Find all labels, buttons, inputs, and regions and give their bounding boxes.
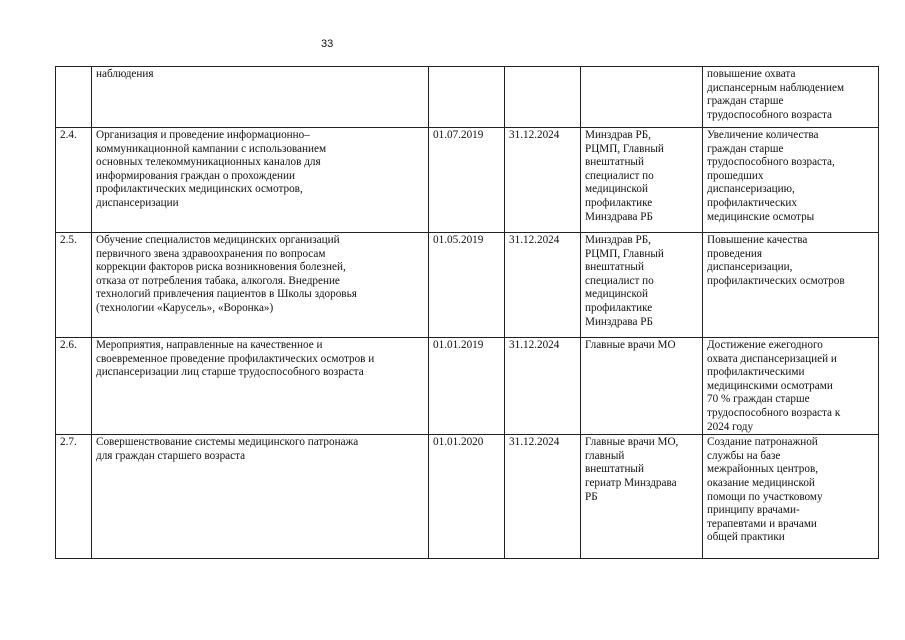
table-row xyxy=(56,233,879,338)
activity-cell: Совершенствование системы медицинского патронажа для граждан старшего возраста xyxy=(92,435,429,559)
table-row xyxy=(56,338,879,435)
responsible-cell xyxy=(581,67,703,128)
activity-cell: наблюдения xyxy=(92,67,429,128)
result-cell: Достижение ежегодного охвата диспансеризацией и профилактическими медицинскими осмотрами 70 % граждан старше трудоспособного возраста к 2024 году xyxy=(703,338,879,435)
start-date-cell: 01.07.2019 xyxy=(429,128,505,233)
end-date-cell: 31.12.2024 xyxy=(505,338,581,435)
responsible-cell: Главные врачи МО xyxy=(581,338,703,435)
row-number: 2.7. xyxy=(56,435,92,559)
activity-cell: Организация и проведение информационно– коммуникационной кампании с использованием основных телекоммуникационных каналов для информирования граждан о прохождении профилактических медицинских осмотров, диспансеризации xyxy=(92,128,429,233)
table-row xyxy=(56,435,879,559)
row-number xyxy=(56,67,92,128)
start-date-cell: 01.01.2020 xyxy=(429,435,505,559)
row-number: 2.6. xyxy=(56,338,92,435)
result-cell: Увеличение количества граждан старше трудоспособного возраста, прошедших диспансеризацию, профилактических медицинские осмотры xyxy=(703,128,879,233)
responsible-cell: Минздрав РБ, РЦМП, Главный внештатный специалист по медицинской профилактике Минздрава РБ xyxy=(581,128,703,233)
table-row xyxy=(56,128,879,233)
start-date-cell: 01.05.2019 xyxy=(429,233,505,338)
row-number: 2.5. xyxy=(56,233,92,338)
result-cell: Повышение качества проведения диспансеризации, профилактических осмотров xyxy=(703,233,879,338)
end-date-cell: 31.12.2024 xyxy=(505,128,581,233)
start-date-cell: 01.01.2019 xyxy=(429,338,505,435)
table-row xyxy=(56,67,879,128)
end-date-cell: 31.12.2024 xyxy=(505,435,581,559)
responsible-cell: Главные врачи МО, главный внештатный гериатр Минздрава РБ xyxy=(581,435,703,559)
end-date-cell: 31.12.2024 xyxy=(505,233,581,338)
activity-plan-table xyxy=(55,66,879,559)
start-date-cell xyxy=(429,67,505,128)
result-cell: Создание патронажной службы на базе межрайонных центров, оказание медицинской помощи по участковому принципу врачами- терапевтами и врачами общей практики xyxy=(703,435,879,559)
end-date-cell xyxy=(505,67,581,128)
result-cell: повышение охвата диспансерным наблюдением граждан старше трудоспособного возраста xyxy=(703,67,879,128)
responsible-cell: Минздрав РБ, РЦМП, Главный внештатный специалист по медицинской профилактике Минздрава РБ xyxy=(581,233,703,338)
page-number: 33 xyxy=(321,38,334,50)
activity-cell: Мероприятия, направленные на качественное и своевременное проведение профилактических осмотров и диспансеризации лиц старше трудоспособного возраста xyxy=(92,338,429,435)
row-number: 2.4. xyxy=(56,128,92,233)
activity-cell: Обучение специалистов медицинских организаций первичного звена здравоохранения по вопросам коррекции факторов риска возникновения болезней, отказа от потребления табака, алкоголя. Внедрение технологий привлечения пациентов в Школы здоровья (технологии «Карусель», «Воронка») xyxy=(92,233,429,338)
